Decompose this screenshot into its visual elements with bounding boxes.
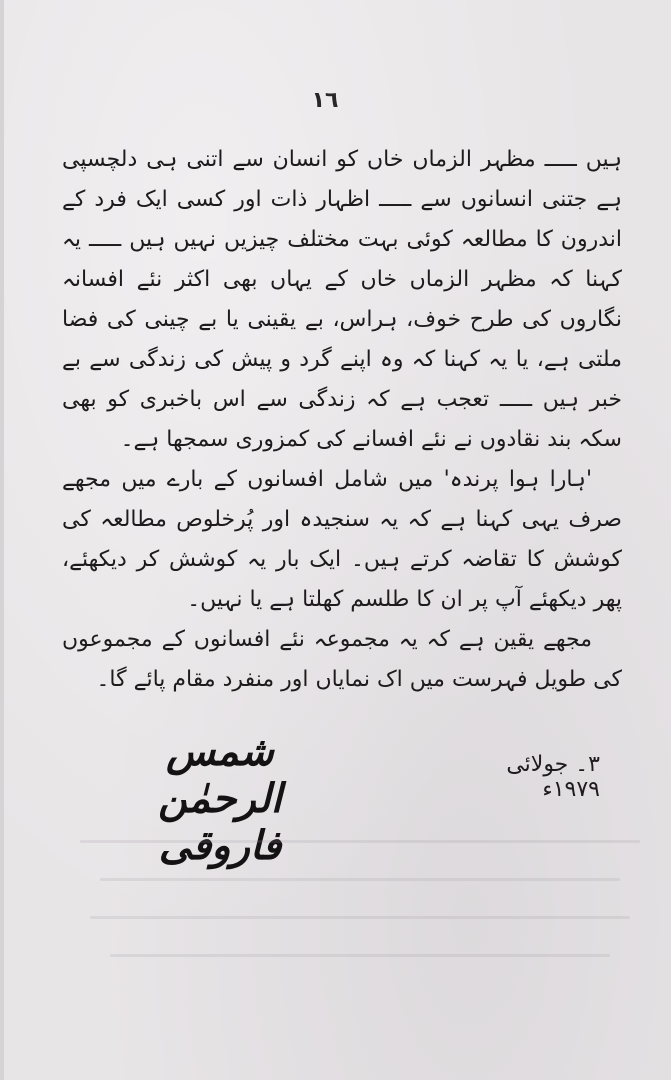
page-number: ١٦ bbox=[311, 88, 339, 113]
paragraph-3: مجھے یقین ہے کہ یہ مجموعہ نئے افسانوں کے مجموعوں کی طویل فہرست میں اک نمایاں اور منفرد مقام پائے گا۔ bbox=[62, 627, 622, 692]
bleed-through-line bbox=[110, 954, 610, 957]
author-signature: شمس الرحمٰن فاروقی bbox=[158, 728, 282, 869]
body-text bbox=[62, 140, 622, 700]
date-line: ۳۔ جولائی ۱۹۷۹ء bbox=[506, 752, 600, 802]
bleed-through-line bbox=[80, 840, 640, 843]
paragraph-1: ہیں ـــــ مظہر الزماں خاں کو انسان سے اتنی ہی دلچسپی ہے جتنی انسانوں سے ـــــ اظہار ذات اور کسی ایک فرد کے اندرون کا مطالعہ کوئی بہت مختلف چیزیں نہیں ہیں ـــــ یہ کہنا کہ مظہر الزماں خاں کے یہاں بھی اکثر نئے افسانہ نگاروں کی طرح خوف، ہراس، بے یقینی یا بے چینی کی فضا ملتی ہے، یا یہ کہنا کہ وہ اپنے گرد و پیش کی زندگی سے بے خبر ہیں ـــــ تعجب ہے کہ زندگی سے اس باخبری کو بھی سکہ بند نقادوں نے نئے افسانے کی کمزوری سمجھا ہے۔ bbox=[62, 147, 622, 452]
bleed-through-line bbox=[90, 916, 630, 919]
page-edge bbox=[0, 0, 4, 1080]
bleed-through-line bbox=[100, 878, 620, 881]
paragraph-2: 'ہارا ہوا پرندہ' میں شامل افسانوں کے بارے میں مجھے صرف یہی کہنا ہے کہ یہ سنجیدہ اور پُرخلوص مطالعہ کی کوشش کا تقاضہ کرتے ہیں۔ ایک بار یہ کوشش کر دیکھئے، پھر دیکھئے آپ پر ان کا طلسم کھلتا ہے یا نہیں۔ bbox=[62, 467, 622, 612]
